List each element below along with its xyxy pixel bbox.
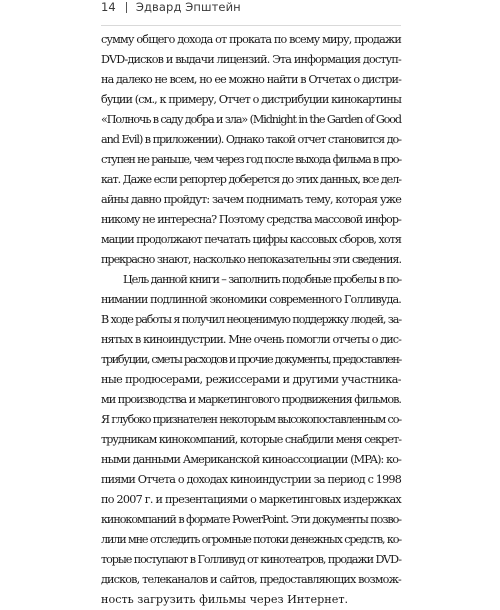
text-line: and Evil) в приложении). Однако такой отчет становится до-: [101, 133, 401, 146]
text-line: торые поступают в Голливуд от кинотеатров, продажи DVD-: [101, 553, 401, 566]
text-line: дисков, телеканалов и сайтов, предоставляющих возмож-: [101, 573, 401, 586]
text-line: прекрасно знают, насколько непоказательны эти сведения.: [101, 253, 401, 266]
text-line: Я глубоко признателен некоторым высокопоставленным со-: [101, 413, 401, 426]
text-line: пиями Отчета о доходах киноиндустрии за период с 1998: [101, 473, 401, 486]
text-line: В ходе работы я получил неоценимую поддержку людей, за-: [101, 313, 401, 326]
text-line: кат. Даже если репортер доберется до этих данных, все дел-: [101, 173, 401, 186]
text-line: ными данными Американской киноассоциации (MPA): ко-: [101, 453, 401, 466]
header-divider: [101, 25, 401, 26]
text-line: никому не интересна? Поэтому средства массовой инфор-: [101, 213, 401, 226]
author-name: Эдвард Эпштейн: [135, 0, 241, 14]
paragraph: [101, 30, 401, 270]
text-line: ные продюсерами, режиссерами и другими участника-: [101, 373, 401, 386]
text-line: айны давно пройдут: зачем поднимать тему, которая уже: [101, 193, 401, 206]
page-number: 14: [101, 0, 116, 14]
text-line: «Полночь в саду добра и зла» (Midnight in the Garden of Good: [101, 113, 401, 126]
text-line: трибуции, сметы расходов и прочие документы, предоставлен-: [101, 353, 401, 366]
header-separator: [126, 2, 127, 13]
text-line: Цель данной книги – заполнить подобные пробелы в по-: [123, 273, 401, 286]
text-line: мации продолжают печатать цифры кассовых сборов, хотя: [101, 233, 401, 246]
text-line: кинокомпаний в формате PowerPoint. Эти документы позво-: [101, 513, 401, 526]
body-text: [101, 30, 401, 610]
text-line: DVD-дисков и выдачи лицензий. Эта информация доступ-: [101, 53, 401, 66]
text-line: нятых в киноиндустрии. Мне очень помогли отчеты о дис-: [101, 333, 401, 346]
text-line: по 2007 г. и презентациями о маркетинговых издержках: [101, 493, 401, 506]
text-line: ми производства и маркетингового продвижения фильмов.: [101, 393, 401, 406]
text-line: нимании подлинной экономики современного Голливуда.: [101, 293, 401, 306]
running-head: [101, 0, 241, 18]
text-line: ступен не раньше, чем через год после выхода фильма в про-: [101, 153, 401, 166]
text-line: сумму общего дохода от проката по всему миру, продажи: [101, 33, 401, 46]
text-line: ность загрузить фильмы через Интернет.: [101, 593, 349, 606]
text-line: лили мне отследить огромные потоки денежных средств, ко-: [101, 533, 401, 546]
text-line: на далеко не всем, но ее можно найти в Отчетах о дистри-: [101, 73, 401, 86]
text-line: буции (см., к примеру, Отчет о дистрибуции кинокартины: [101, 93, 401, 106]
paragraph: [101, 270, 401, 610]
text-line: трудникам кинокомпаний, которые снабдили меня секрет-: [101, 433, 402, 446]
